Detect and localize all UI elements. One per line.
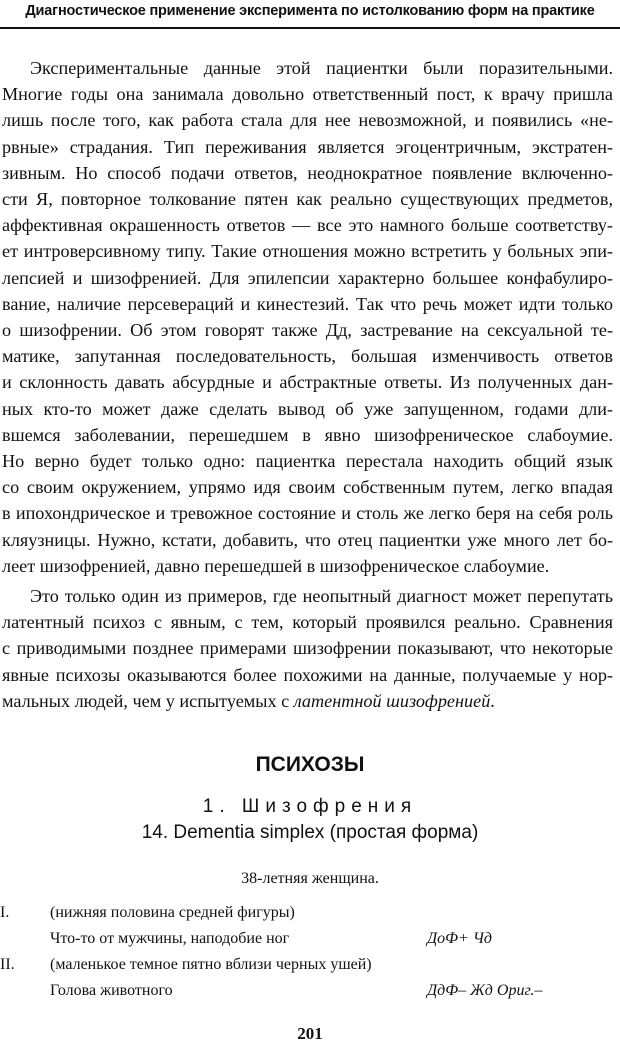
subsection-title: 1. Шизофрения [202, 796, 418, 817]
protocol-table [0, 904, 620, 1008]
text-line: о шизофрении. Об этом говорят также Дд, застревание на сексуальной те- [2, 320, 613, 341]
text-line: вшемся заболевании, перешедшем в явно шизофреническое слабоумие. [2, 424, 613, 445]
text-line: сти Я, повторное толкование пятен как реально существующих предметов, [2, 189, 613, 210]
text-line: с приводимыми позднее примерами шизофрении показывают, что некоторые [2, 638, 613, 659]
case-description: 38-летняя женщина. [241, 870, 379, 887]
text-line: Но верно будет только одно: пациентка перестала находить общий язык [2, 451, 613, 472]
text-line: ет интроверсивному типу. Такие отношения можно встретить у больных эпи- [2, 241, 613, 262]
running-header: Диагностическое применение эксперимента по истолкованию форм на практике [25, 3, 595, 19]
text-line [2, 688, 613, 714]
scoring-code: ДоФ+ Чд [427, 930, 492, 947]
protocol-row [0, 930, 620, 956]
text-segment: . [490, 690, 495, 711]
protocol-row [0, 982, 620, 1008]
text-line: аффективная окрашенность ответов — все это намного больше соответству- [2, 215, 613, 236]
text-line: вание, наличие персевераций и кинестезий. Так что речь может идти только [2, 293, 613, 314]
response-text: (нижняя половина средней фигуры) [50, 904, 295, 921]
card-number: I. [0, 904, 10, 921]
text-line: леет шизофренией, давно перешедшей в шизофреническое слабоумие. [2, 555, 550, 576]
text-line: Экспериментальные данные этой пациентки были поразительными. [30, 58, 613, 78]
text-line: ных кто-то может даже сделать вывод об уже запущенном, годами дли- [2, 398, 613, 419]
subsection-subtitle: 14. Dementia simplex (простая форма) [141, 822, 479, 843]
text-line: Это только один из примеров, где неопытный диагност может перепутать [30, 586, 613, 607]
paragraph-1 [2, 55, 613, 579]
text-line: и склонность давать абсурдные и абстрактные ответы. Из полученных дан- [2, 372, 613, 393]
text-line: Многие годы она занимала довольно ответственный пост, к врачу пришла [2, 84, 613, 105]
protocol-row [0, 904, 620, 930]
text-line: со своим окружением, упрямо идя своим собственным путем, легко впадая [2, 477, 613, 498]
text-line: лишь после того, как работа стала для нее невозможной, и появились «не- [2, 110, 613, 131]
card-number: II. [0, 956, 15, 973]
scoring-code: ДдФ– Жд Ориг.– [427, 982, 543, 999]
text-line: зивным. Но способ подачи ответов, неоднократное появление включенно- [2, 162, 613, 183]
response-text: (маленькое темное пятно вблизи черных ушей) [50, 956, 372, 973]
section-title: ПСИХОЗЫ [255, 753, 365, 776]
text-line: латентный психоз с явным, с тем, который проявился реально. Сравнения [2, 612, 613, 633]
body-text [2, 55, 613, 714]
page-number: 201 [297, 1024, 323, 1043]
text-line: матике, запутанная последовательность, большая изменчивость ответов [2, 346, 613, 367]
text-line: в ипохондрическое и тревожное состояние и столь же легко беря на себя роль [2, 503, 613, 524]
italic-term: латентной шизофренией [293, 690, 491, 711]
text-line: рвные» страдания. Тип переживания является эгоцентричным, экстратен- [2, 136, 613, 157]
protocol-row [0, 956, 620, 982]
text-segment: мальных людей, чем у испытуемых с [2, 690, 294, 711]
header-divider [0, 27, 620, 29]
text-line: кляузницы. Нужно, кстати, добавить, что отец пациентки уже много лет бо- [2, 529, 613, 550]
response-text: Голова животного [50, 982, 173, 999]
text-line: лепсией и шизофренией. Для эпилепсии характерно большее конфабулиро- [2, 267, 613, 288]
response-text: Что-то от мужчины, наподобие ног [50, 930, 290, 947]
text-line: явные психозы оказываются более похожими на данные, получаемые у нор- [2, 664, 613, 685]
paragraph-2 [2, 583, 613, 714]
